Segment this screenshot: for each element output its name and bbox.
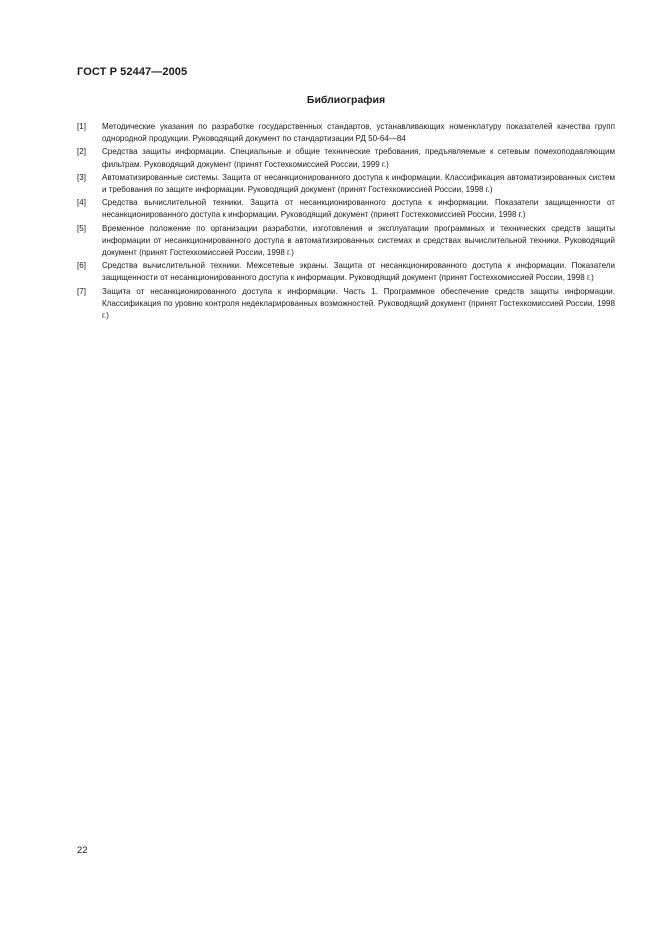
- reference-text: Защита от несанкционированного доступа к информации. Часть 1. Программное обеспечение средств защиты информации. Классификация по уровню контроля недекларированных возможностей. Руководящий документ (принят Гостехкомиссией России, 1998 г.): [102, 286, 615, 321]
- reference-text: Средства вычислительной техники. Защита от несанкционированного доступа к информации. Показатели защищенности от несанкционированного доступа к информации. Руководящий документ (принят Гостехкомиссией России, 1998 г.): [102, 198, 615, 220]
- bibliography-item: [77, 172, 615, 196]
- bibliography-item: [77, 286, 615, 323]
- reference-text: Средства защиты информации. Специальные и общие технические требования, предъявляемые к сетевым помехоподавляющим фильтрам. Руководящий документ (принят Гостехкомиссией России, 1999 г.): [102, 147, 615, 169]
- bibliography-item: [77, 223, 615, 260]
- reference-number: [4]: [77, 198, 86, 208]
- bibliography-item: [77, 260, 615, 284]
- reference-text: Методические указания по разработке государственных стандартов, устанавливающих номенклатуру показателей качества групп однородной продукции. Руководящий документ по стандартизации РД 50-64—84: [102, 122, 615, 144]
- reference-text: Временное положение по организации разработки, изготовления и эксплуатации программных и технических средств защиты информации от несанкционированного доступа в автоматизированных системах и средствах вычислительной техники. Руководящий документ (принят Гостехкомиссией России, 1998 г.): [102, 223, 615, 258]
- reference-number: [6]: [77, 261, 86, 271]
- bibliography-item: [77, 146, 615, 170]
- bibliography-item: [77, 197, 615, 221]
- document-code: ГОСТ Р 52447—2005: [77, 66, 188, 78]
- reference-number: [2]: [77, 147, 86, 157]
- bibliography-item: [77, 121, 615, 145]
- bibliography-title: Библиография: [306, 94, 386, 106]
- reference-number: [3]: [77, 172, 86, 182]
- reference-text: Средства вычислительной техники. Межсетевые экраны. Защита от несанкционированного доступа к информации. Показатели защищенности от несанкционированного доступа к информации. Руководящий документ (принят Гостехкомиссией России, 1998 г.): [102, 261, 615, 283]
- reference-number: [7]: [77, 286, 86, 296]
- reference-text: Автоматизированные системы. Защита от несанкционированного доступа к информации. Классификация автоматизированных систем и требования по защите информации. Руководящий документ (принят Гостехкомиссией России, 1998 г.): [102, 172, 615, 195]
- bibliography-list: [77, 121, 615, 323]
- reference-number: [5]: [77, 223, 86, 233]
- page-number: 22: [77, 845, 88, 856]
- reference-number: [1]: [77, 122, 86, 131]
